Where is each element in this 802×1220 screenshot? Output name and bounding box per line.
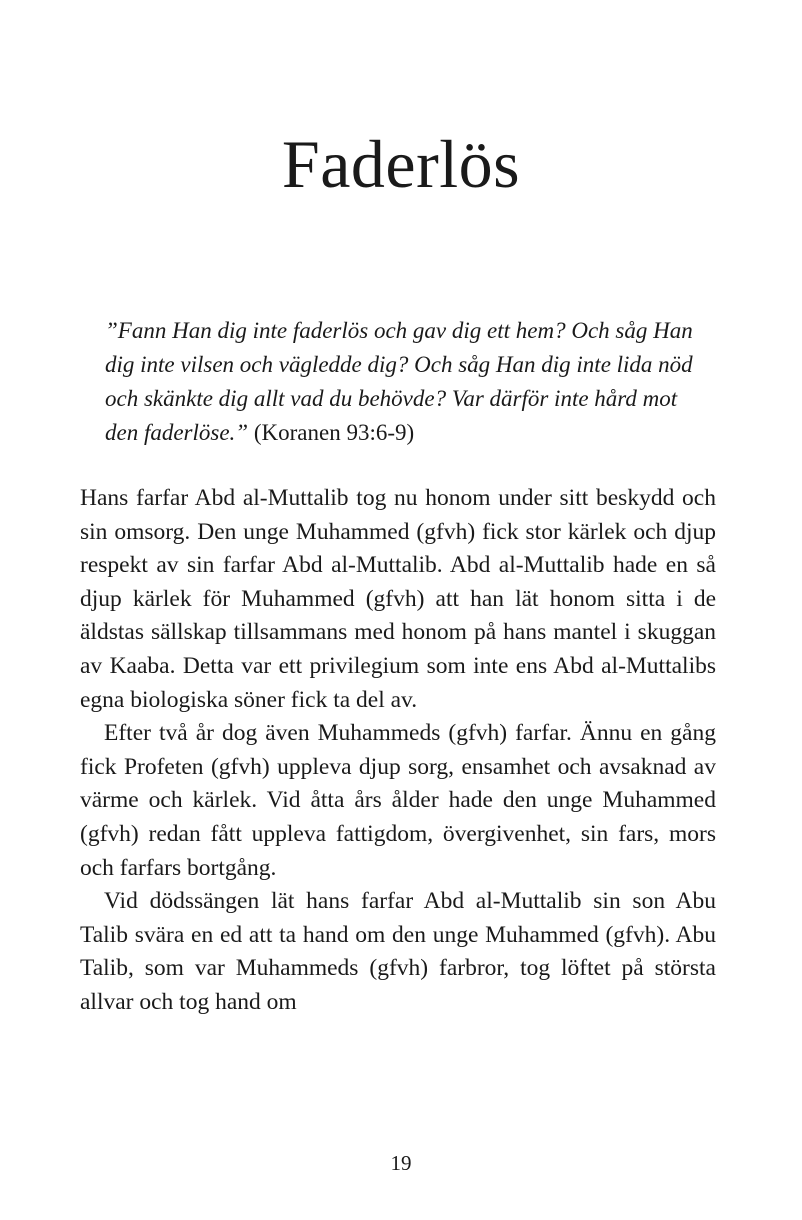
body-paragraph-2: Efter två år dog även Muhammeds (gfvh) farfar. Ännu en gång fick Profeten (gfvh) uppleva djup sorg, ensamhet och avsaknad av värme och kärlek. Vid åtta års ålder hade den unge Muhammed (gfvh) redan fått uppleva fattigdom, övergivenhet, sin fars, mors och farfars bortgång.	[80, 720, 716, 881]
epigraph-quote: ”Fann Han dig inte faderlös och gav dig ett hem? Och såg Han dig inte vilsen och vägledde dig? Och såg Han dig inte lida nöd och skänkte dig allt vad du behövde? Var därför inte hård mot den faderlöse.”	[105, 318, 693, 445]
body-paragraph-1: Hans farfar Abd al-Muttalib tog nu honom under sitt beskydd och sin omsorg. Den unge Muhammed (gfvh) fick stor kärlek och djup respekt av sin farfar Abd al-Muttalib. Abd al-Muttalib hade en så djup kärlek för Muhammed (gfvh) att han lät honom sitta i de äldstas sällskap tillsammans med honom på hans mantel i skuggan av Kaaba. Detta var ett privilegium som inte ens Abd al-Muttalibs egna biologiska söner fick ta del av.	[80, 485, 716, 713]
epigraph	[105, 314, 705, 450]
chapter-title: Faderlös	[281, 126, 521, 202]
body-paragraph-3: Vid dödssängen lät hans farfar Abd al-Muttalib sin son Abu Talib svära en ed att ta hand om den unge Muhammed (gfvh). Abu Talib, som var Muhammeds (gfvh) farbror, tog löftet på största allvar och tog hand om	[80, 888, 716, 1015]
page-number: 19	[390, 1151, 412, 1175]
body-text	[80, 482, 716, 1020]
epigraph-source: (Koranen 93:6-9)	[253, 420, 415, 445]
